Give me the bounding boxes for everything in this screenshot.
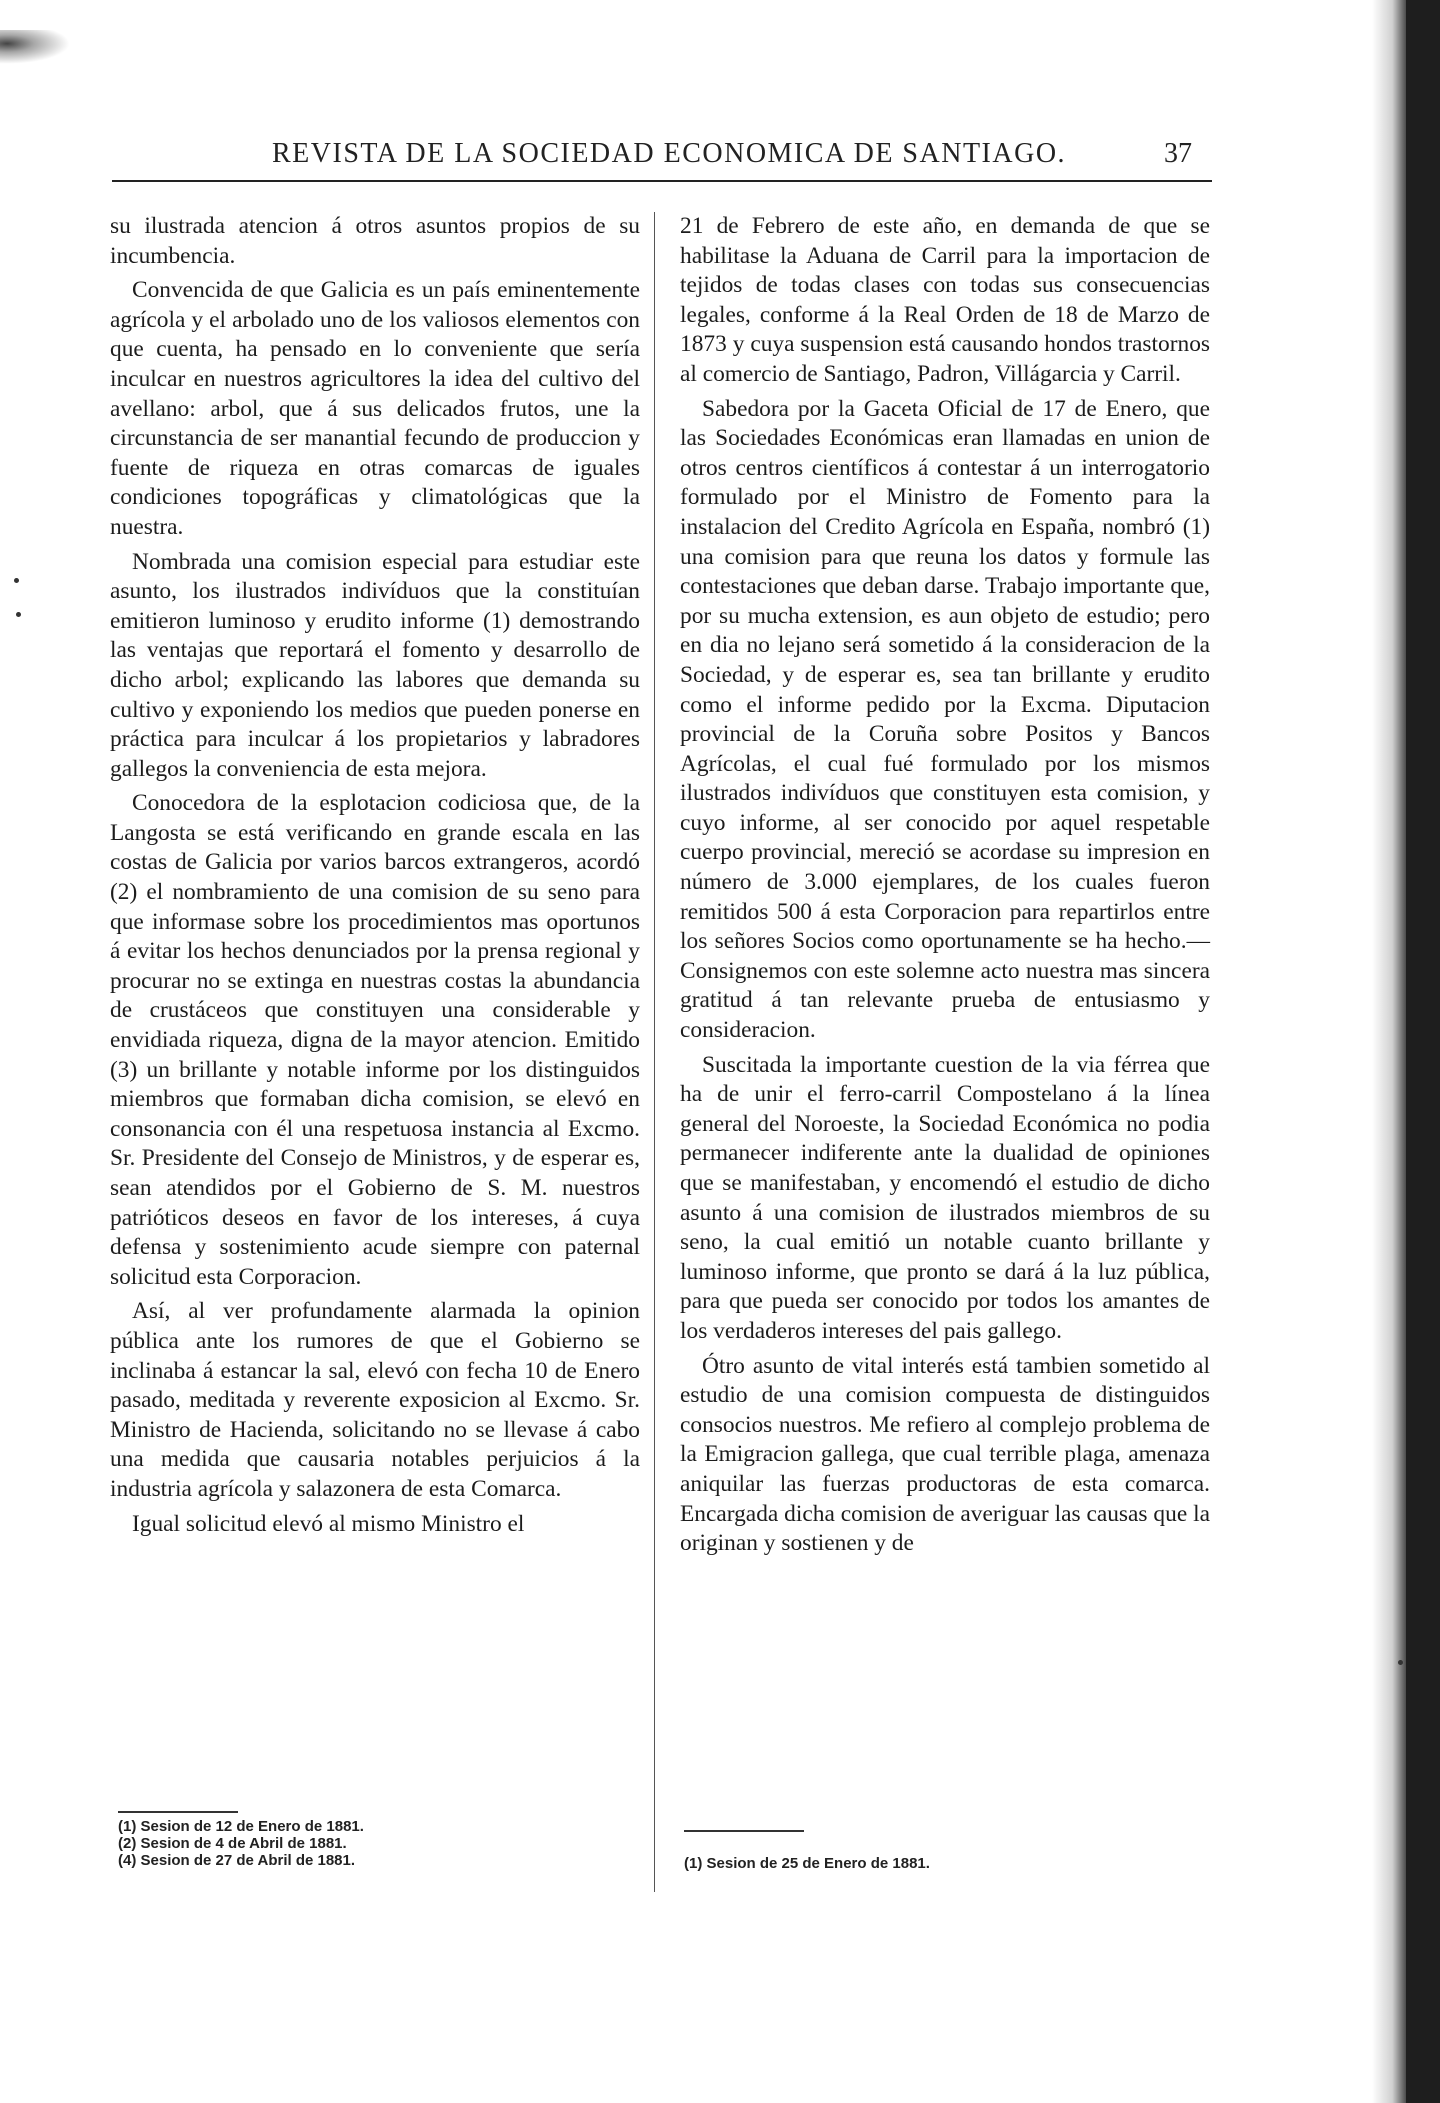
right-paragraph-3: Suscitada la importante cuestion de la via férrea que ha de unir el ferro-carril Compostelano á la línea general del Noroeste, la Sociedad Económica no podia permanecer indiferente ante la dualidad de opiniones que se manifestaban, y encomendó el estudio de dicho asunto á una comision de ilustrados miembros de su seno, la cual emitió un notable cuanto brillante y luminoso informe, que pronto se dará á la luz pública, para que pueda ser conocido por todos los amantes de los verdaderos intereses del pais gallego. bbox=[680, 1051, 1210, 1344]
left-paragraph-3: Nombrada una comision especial para estudiar este asunto, los ilustrados indivíduos que la constituían emitieron luminoso y erudito informe (1) demostrando las ventajas que reportará el fomento y desarrollo de dicho arbol; explicando las labores que demanda su cultivo y exponiendo los medios que pueden ponerse en práctica para inculcar á los propietarios y labradores gallegos la conveniencia de esta mejora. bbox=[110, 548, 640, 782]
scan-binding-edge bbox=[1406, 0, 1440, 2103]
left-column bbox=[110, 212, 640, 1544]
footnote-2: (2) Sesion de 4 de Abril de 1881. bbox=[118, 1835, 347, 1852]
column-divider bbox=[654, 212, 655, 1892]
right-footnotes bbox=[684, 1855, 930, 1872]
left-footnotes bbox=[118, 1818, 364, 1869]
right-column bbox=[680, 212, 1210, 1564]
running-header bbox=[112, 136, 1212, 182]
margin-speck bbox=[14, 578, 19, 583]
margin-speck bbox=[1398, 1660, 1403, 1665]
left-paragraph-6: Igual solicitud elevó al mismo Ministro el bbox=[132, 1510, 525, 1537]
left-paragraph-5: Así, al ver profundamente alarmada la opinion pública ante los rumores de que el Gobierno se inclinaba á estancar la sal, elevó con fecha 10 de Enero pasado, meditada y reverente exposicion al Excmo. Sr. Ministro de Hacienda, solicitando no se llevase á cabo una medida que causaria notables perjuicios á la industria agrícola y salazonera de esta Comarca. bbox=[110, 1298, 640, 1502]
footnote-right-1: (1) Sesion de 25 de Enero de 1881. bbox=[684, 1855, 930, 1872]
scan-corner-mark bbox=[0, 30, 70, 64]
footnote-1: (1) Sesion de 12 de Enero de 1881. bbox=[118, 1818, 364, 1835]
left-paragraph-1: su ilustrada atencion á otros asuntos propios de su incumbencia. bbox=[110, 213, 640, 269]
right-paragraph-2: Sabedora por la Gaceta Oficial de 17 de Enero, que las Sociedades Económicas eran llamadas en union de otros centros científicos á contestar á un interrogatorio formulado por el Ministro de Fomento para la instalacion del Credito Agrícola en España, nombró (1) una comision para que reuna los datos y formule las contestaciones que deban darse. Trabajo importante que, por su mucha extension, es aun objeto de estudio; pero en dia no lejano será sometido á la consideracion de la Sociedad, y de esperar es, sea tan brillante y erudito como el informe pedido por la Excma. Diputacion provincial de la Coruña sobre Positos y Bancos Agrícolas, el cual fué formulado por los mismos ilustrados indivíduos que constituyen esta comision, y cuyo informe, al ser conocido por aquel respetable cuerpo provincial, mereció se acordase su impresion en número de 3.000 ejemplares, de los cuales fueron remitidos 500 á esta Corporacion para repartirlos entre los señores Socios como oportunamente se ha hecho.—Consignemos con este solemne acto nuestra mas sincera gratitud á tan relevante prueba de entusiasmo y consideracion. bbox=[680, 395, 1210, 1044]
footnote-4: (4) Sesion de 27 de Abril de 1881. bbox=[118, 1852, 356, 1869]
journal-title: REVISTA DE LA SOCIEDAD ECONOMICA DE SANTIAGO. bbox=[272, 138, 1067, 169]
page-number: 37 bbox=[1164, 138, 1192, 169]
left-paragraph-4: Conocedora de la esplotacion codiciosa que, de la Langosta se está verificando en grande escala en las costas de Galicia por varios barcos extrangeros, acordó (2) el nombramiento de una comision de su seno para que informase sobre los procedimientos mas oportunos á evitar los hechos denunciados por la prensa regional y procurar no se extinga en nuestras costas la abundancia de crustáceos que constituyen una considerable y envidiada riqueza, digna de la mayor atencion. Emitido (3) un brillante y notable informe por los distinguidos miembros que formaban dicha comision, se elevó en consonancia con él una respetuosa instancia al Excmo. Sr. Presidente del Consejo de Ministros, y de esperar es, sean atendidos por el Gobierno de S. M. nuestros patrióticos deseos en favor de los intereses, á cuya defensa y sostenimiento acude siempre con paternal solicitud esta Corporacion. bbox=[110, 790, 640, 1290]
right-paragraph-1: 21 de Febrero de este año, en demanda de que se habilitase la Aduana de Carril para la importacion de tejidos de todas clases con todas sus consecuencias legales, conforme á la Real Orden de 18 de Marzo de 1873 y cuya suspension está causando hondos trastornos al comercio de Santiago, Padron, Villágarcia y Carril. bbox=[680, 213, 1210, 387]
left-footnote-rule bbox=[118, 1811, 238, 1813]
right-paragraph-4: Ótro asunto de vital interés está tambien sometido al estudio de una comision compuesta de distinguidos consocios nuestros. Me refiero al complejo problema de la Emigracion gallega, que cual terrible plaga, amenaza aniquilar las fuerzas productoras de esta comarca. Encargada dicha comision de averiguar las causas que la originan y sostienen y de bbox=[680, 1352, 1210, 1557]
left-paragraph-2: Convencida de que Galicia es un país eminentemente agrícola y el arbolado uno de los valiosos elementos con que cuenta, ha pensado en lo conveniente que sería inculcar en nuestros agricultores la idea del cultivo del avellano: arbol, que á sus delicados frutos, une la circunstancia de ser manantial fecundo de produccion y fuente de riqueza en otras comarcas de iguales condiciones topográficas y climatológicas que la nuestra. bbox=[110, 277, 640, 540]
margin-speck bbox=[16, 612, 21, 617]
right-footnote-rule bbox=[684, 1830, 804, 1832]
